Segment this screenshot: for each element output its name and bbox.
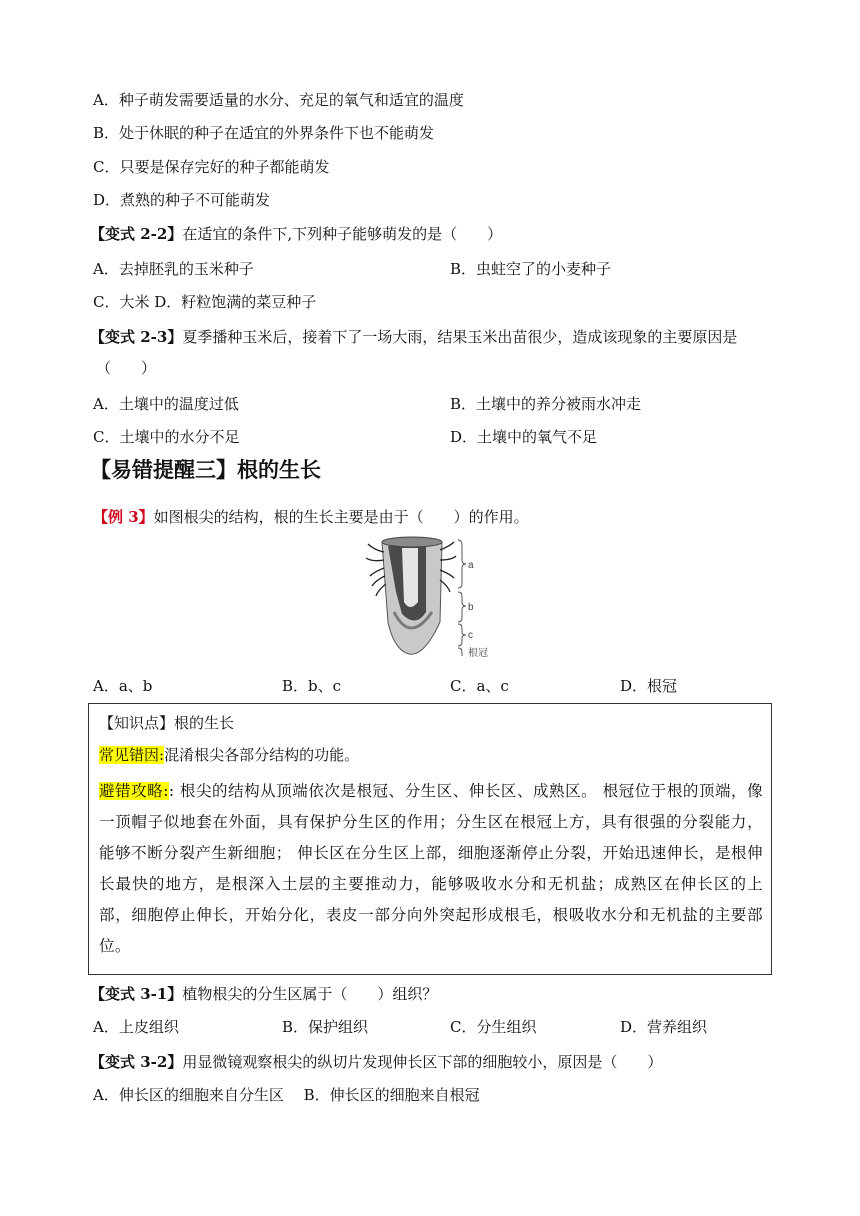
figure-label-c: c — [468, 630, 473, 641]
q2-1-option-a: A．种子萌发需要适量的水分、充足的氧气和适宜的温度 — [93, 91, 464, 109]
q2-2-option-cd: C．大米 D．籽粒饱满的菜豆种子 — [93, 293, 317, 311]
figure-label-b: b — [468, 602, 474, 613]
figure-label-root-cap: 根冠 — [468, 648, 488, 659]
section-heading: 【易错提醒三】根的生长 — [90, 457, 321, 482]
common-mistake-text: 混淆根尖各部分结构的功能。 — [164, 746, 360, 764]
example-3-question — [93, 507, 529, 527]
q3-1-tag: 【变式 3-1】 — [90, 985, 183, 1003]
strategy-paragraph — [99, 776, 763, 962]
example-3-option-d: D．根冠 — [620, 677, 678, 695]
q2-3-stem-cont: （ ） — [96, 359, 157, 377]
root-tip-drawing — [366, 537, 466, 656]
q2-2-question — [90, 224, 502, 244]
q2-3-question — [90, 327, 737, 347]
q3-1-option-d: D．营养组织 — [620, 1018, 708, 1036]
common-mistake-line — [99, 744, 359, 765]
example-3-option-c: C．a、c — [450, 677, 509, 695]
q2-2-stem: 在适宜的条件下,下列种子能够萌发的是（ ） — [182, 225, 503, 243]
example-3-option-a: A．a、b — [93, 677, 153, 695]
q3-1-question — [90, 984, 437, 1004]
example-3-tag: 【例 3】 — [93, 508, 154, 526]
q2-3-option-b: B．土壤中的养分被雨水冲走 — [450, 395, 642, 413]
knowledge-box — [88, 703, 772, 975]
q2-2-tag: 【变式 2-2】 — [90, 225, 183, 243]
q2-3-tag: 【变式 2-3】 — [90, 328, 183, 346]
q3-1-option-c: C．分生组织 — [450, 1018, 537, 1036]
q2-3-option-a: A．土壤中的温度过低 — [93, 395, 239, 413]
q2-1-option-b: B．处于休眠的种子在适宜的外界条件下也不能萌发 — [93, 124, 435, 142]
root-tip-figure — [354, 532, 504, 662]
q3-1-stem: 植物根尖的分生区属于（ ）组织？ — [182, 985, 438, 1003]
q2-3-option-c: C．土壤中的水分不足 — [93, 428, 240, 446]
q2-1-option-c: C．只要是保存完好的种子都能萌发 — [93, 158, 330, 176]
strategy-text: : 根尖的结构从顶端依次是根冠、分生区、伸长区、成熟区。 根冠位于根的顶端，像一顶帽子似地套在外面，具有保护分生区的作用；分生区在根冠上方，具有很强的分裂能力，能够不断分裂产生新细胞； 伸长区在分生区上部，细胞逐渐停止分裂，开始迅速伸长，是根伸长最快的地方，是根深入土层的主要推动力，能够吸收水分和无机盐；成熟区在伸长区的上部，细胞停止伸长，开始分化，表皮一部分向外突起形成根毛，根吸收水分和无机盐的主要部位。 — [99, 782, 763, 955]
example-3-stem: 如图根尖的结构，根的生长主要是由于（ ）的作用。 — [153, 508, 529, 526]
q3-2-stem: 用显微镜观察根尖的纵切片发现伸长区下部的细胞较小，原因是（ ） — [182, 1053, 663, 1071]
q3-1-option-b: B．保护组织 — [282, 1018, 369, 1036]
common-mistake-label: 常见错因: — [99, 746, 165, 764]
strategy-label: 避错攻略: — [99, 782, 169, 800]
q2-2-option-a: A．去掉胚乳的玉米种子 — [93, 260, 254, 278]
q3-2-options: A．伸长区的细胞来自分生区 B．伸长区的细胞来自根冠 — [93, 1086, 480, 1104]
q2-3-stem: 夏季播种玉米后，接着下了一场大雨，结果玉米出苗很少，造成该现象的主要原因是 — [182, 328, 738, 346]
figure-label-a: a — [468, 560, 474, 571]
q2-2-option-b: B．虫蛀空了的小麦种子 — [450, 260, 612, 278]
q3-1-option-a: A．上皮组织 — [93, 1018, 179, 1036]
q2-3-option-d: D．土壤中的氧气不足 — [450, 428, 598, 446]
example-3-option-b: B．b、c — [282, 677, 342, 695]
q3-2-question — [90, 1052, 662, 1072]
q3-2-tag: 【变式 3-2】 — [90, 1053, 183, 1071]
q2-1-option-d: D．煮熟的种子不可能萌发 — [93, 191, 271, 209]
knowledge-title: 【知识点】根的生长 — [99, 714, 235, 732]
